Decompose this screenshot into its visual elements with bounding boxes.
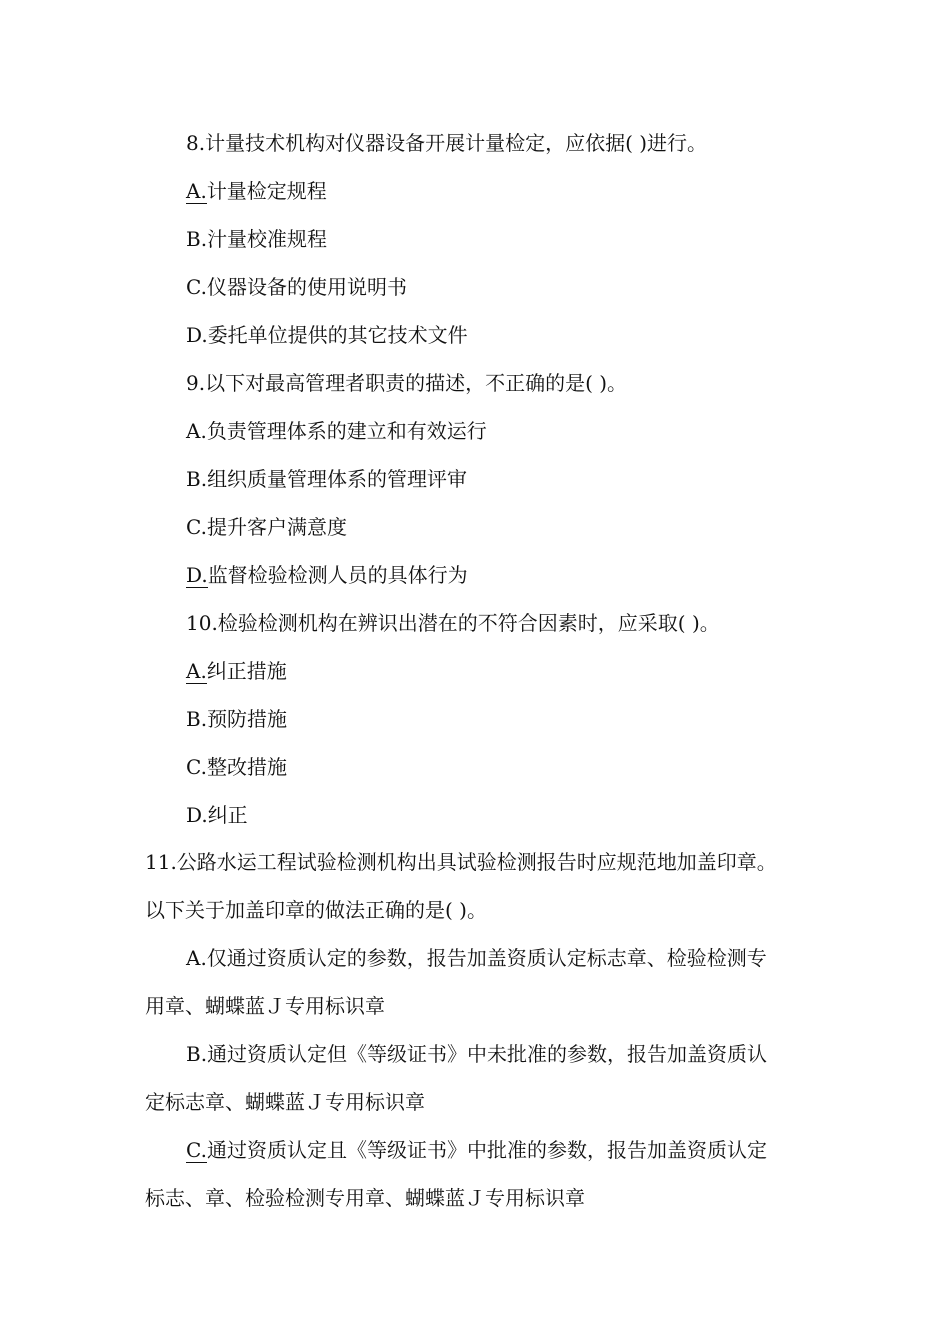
question-9-option-a: A.负责管理体系的建立和有效运行: [186, 419, 487, 443]
question-11-stem-line2: 以下关于加盖印章的做法正确的是( )。: [145, 898, 487, 922]
question-11-stem: [145, 838, 815, 934]
question-9-stem: 9.以下对最高管理者职责的描述，不正确的是( )。: [186, 371, 628, 395]
question-10-option-a: A.纠正措施: [186, 659, 287, 683]
question-9-option-d: D.监督检验检测人员的具体行为: [186, 563, 468, 587]
question-10-option-d: D.纠正: [186, 803, 248, 827]
question-10-option-c: C.整改措施: [186, 755, 287, 779]
answer-mark: C.: [186, 1138, 207, 1162]
question-8-option-a: A.计量检定规程: [186, 179, 327, 203]
question-11-option-c: C.通过资质认定且《等级证书》中批准的参数，报告加盖资质认定 标志、章、检验检测专用章、蝴蝶蓝Ｊ专用标识章: [145, 1138, 767, 1210]
question-8-option-c: C.仪器设备的使用说明书: [186, 275, 407, 299]
question-8-stem: 8.计量技术机构对仪器设备开展计量检定，应依据( )进行。: [186, 131, 708, 155]
question-11-option-a: A.仅通过资质认定的参数，报告加盖资质认定标志章、检验检测专 用章、蝴蝶蓝Ｊ专用标识章: [145, 946, 767, 1018]
question-10-stem: 10.检验检测机构在辨识出潜在的不符合因素时，应采取( )。: [186, 611, 720, 635]
question-8-option-d: D.委托单位提供的其它技术文件: [186, 323, 468, 347]
question-9-option-c: C.提升客户满意度: [186, 515, 347, 539]
question-11-stem-line1: 11.公路水运工程试验检测机构出具试验检测报告时应规范地加盖印章。: [145, 850, 777, 874]
answer-mark: D.: [186, 563, 208, 587]
answer-mark: A.: [186, 179, 207, 203]
answer-mark: A.: [186, 659, 207, 683]
question-8-option-b: B.汁量校准规程: [186, 227, 328, 251]
question-11-option-b: B.通过资质认定但《等级证书》中未批准的参数，报告加盖资质认 定标志章、蝴蝶蓝Ｊ专用标识章: [145, 1042, 768, 1114]
question-10-option-b: B.预防措施: [186, 707, 288, 731]
question-9-option-b: B.组织质量管理体系的管理评审: [186, 467, 468, 491]
